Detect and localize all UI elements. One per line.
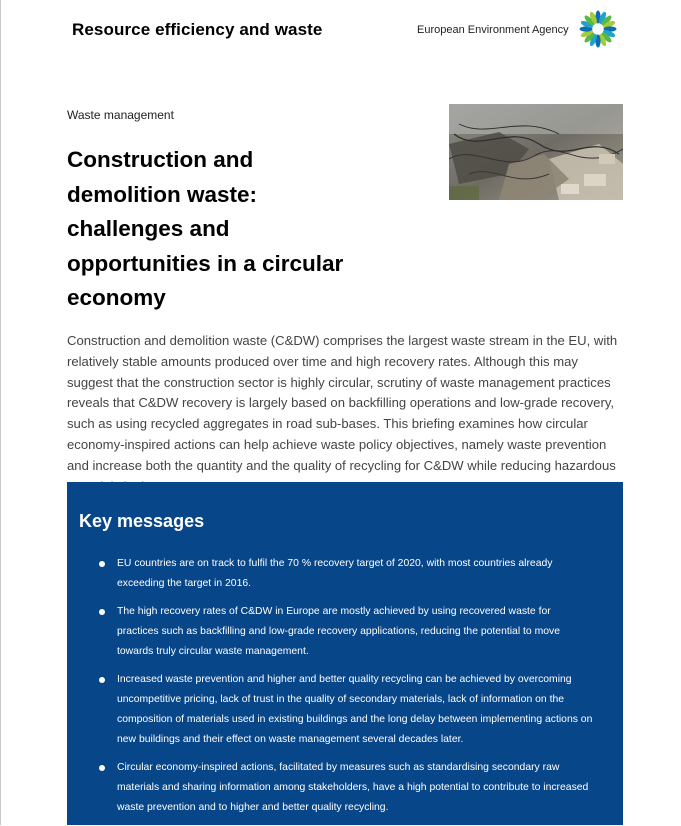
key-message-item (67, 758, 623, 818)
title-line: challenges and (67, 216, 230, 241)
page-edge-rule (0, 0, 1, 825)
section-label: Waste management (67, 108, 174, 122)
key-message-text: EU countries are on track to fulfil the 70 % recovery target of 2020, with most countries already exceeding the target in 2016. (117, 558, 553, 589)
key-message-item (67, 602, 623, 662)
logo-center (594, 25, 603, 34)
title-line: demolition waste: (67, 181, 258, 207)
key-message-item (67, 554, 623, 594)
key-messages-box (67, 482, 623, 825)
report-series-title: Resource efficiency and waste (72, 20, 323, 39)
title-line: opportunities in a circular (67, 250, 344, 276)
key-message-item (67, 670, 623, 750)
key-message-text: Circular economy-inspired actions, facilitated by measures such as standardising secondary raw materials and sharing information among stakeholders, have a high potential to contribute to increased waste prevention and to higher and better quality recycling. (117, 762, 589, 813)
key-message-text: Increased waste prevention and higher and better quality recycling can be achieved by overcoming uncompetitive pricing, lack of trust in the quality of secondary materials, lack of information on the composition of materials used in existing buildings and the long delay between implementing actions on new buildings and their effect on waste management several decades later. (117, 674, 593, 745)
bullet-icon (99, 609, 105, 615)
title-line: economy (67, 285, 166, 310)
title-line: Construction and (67, 147, 254, 172)
key-messages-title: Key messages (79, 511, 205, 531)
key-message-text: The high recovery rates of C&DW in Europe are mostly achieved by using recovered waste for practices such as backfilling and low-grade recovery applications, reducing the potential to move towards truly circular waste management. (117, 606, 560, 657)
agency-name: European Environment Agency (417, 24, 569, 36)
construction-rubble-photo (449, 104, 623, 200)
key-messages-list (67, 554, 623, 826)
bullet-icon (99, 561, 105, 567)
briefing-title (67, 143, 407, 316)
bullet-icon (99, 677, 105, 683)
eea-logo-icon (578, 9, 618, 49)
intro-paragraph: Construction and demolition waste (C&DW) comprises the largest waste stream in the EU, with relatively stable amounts produced over time and high recovery rates. Although this may suggest that the construction sector is highly circular, scrutiny of waste management practices reveals that C&DW recovery is largely based on backfilling operations and low-grade recovery, such as using recycled aggregates in road sub-bases. This briefing examines how circular economy-inspired actions can help achieve waste policy objectives, namely waste prevention and increase both the quantity and the quality of recycling for C&DW while reducing hazardous (67, 333, 618, 473)
bullet-icon (99, 765, 105, 771)
